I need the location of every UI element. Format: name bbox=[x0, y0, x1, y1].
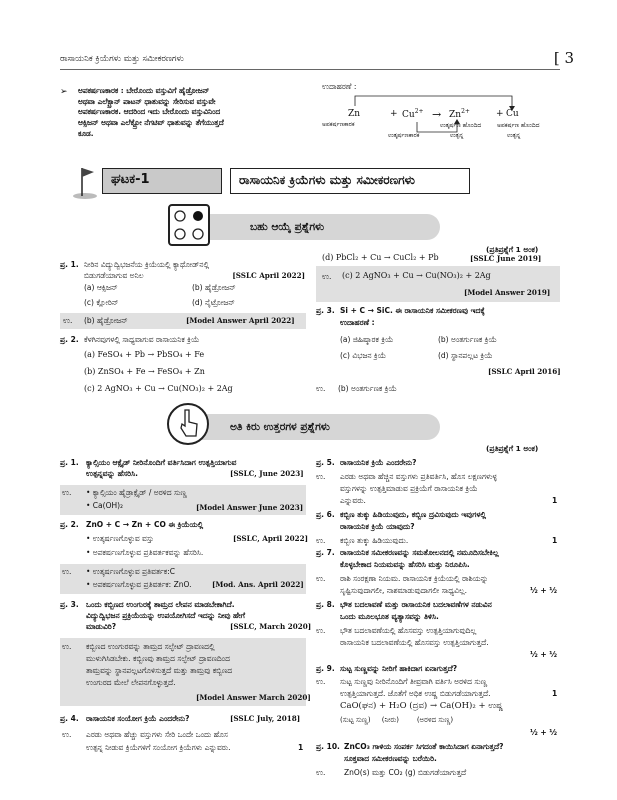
answer-label: ಉ. bbox=[316, 384, 326, 393]
answer-text-2: ಮುಳುಗಿಸಿಡಬೇಕು. ಕಬ್ಬಿಣವು ತಾಮ್ರದ ಸಲ್ಫೇಟ್ ದ್ರಾವಣದಿಂದ bbox=[86, 654, 230, 663]
vsa-q3-number: ಪ್ರ. 3. bbox=[60, 600, 79, 609]
question-source: [SSLC July, 2018] bbox=[230, 714, 301, 723]
mcq-q3-text-2: ಉದಾಹರಣೆ : bbox=[340, 318, 375, 327]
option-c: (c) ಕ್ಲೋರಿನ್ bbox=[84, 298, 119, 307]
option-c: (c) ವಿಭಜನ ಕ್ರಿಯೆ bbox=[340, 351, 387, 360]
section-title: ಅತಿ ಕಿರು ಉತ್ತರಗಳ ಪ್ರಶ್ನೆಗಳು bbox=[230, 421, 330, 433]
answer-source: [Model Answer April 2022] bbox=[186, 316, 295, 325]
reducer-label: ಅಪಕರ್ಷಣಕಾರಕ bbox=[322, 121, 355, 128]
mcq-q3-text: Si + C → SiC. ಈ ರಾಸಾಯನಿಕ ಸಮೀಕರಣವು ಇದಕ್ಕೆ bbox=[340, 306, 485, 315]
oxidizer-label: ಉತ್ಕರ್ಷಣಕಾರಕ bbox=[388, 132, 420, 139]
answer-text-2: ಉತ್ಪತ್ತಿಯಾಗುತ್ತದೆ. ಜೊತೆಗೆ ಅಧಿಕ ಉಷ್ಣ ಬಿಡುಗಡೆಯಾಗುತ್ತದೆ. bbox=[340, 689, 491, 698]
vsa-q4-number: ಪ್ರ. 4. bbox=[60, 714, 79, 723]
example-label: ಉದಾಹರಣೆ : bbox=[322, 82, 357, 91]
marks-note: (ಪ್ರತಿಪ್ರಶ್ನೆಗೆ 1 ಅಂಕ) bbox=[486, 444, 539, 453]
vsa-q3-text-2: ವಿದ್ಯುದ್ವಿಭಜನ ಪ್ರಕ್ರಿಯೆಯನ್ನು ಉಪಯೋಗಿಸದೆ ಇದನ್ನು ನೀವು ಹೇಗೆ bbox=[86, 611, 246, 620]
answer-label: ಉ. bbox=[316, 626, 326, 635]
option-a: (a) ಆಕ್ಸಿಜನ್ bbox=[84, 283, 118, 292]
vsa-q9-number: ಪ್ರ. 9. bbox=[316, 664, 335, 673]
vsa-q5-number: ಪ್ರ. 5. bbox=[316, 458, 335, 467]
answer-text-3: ತಾಮ್ರವನ್ನು ಸ್ಥಾನಪಲ್ಲಟಗೊಳಿಸುತ್ತದೆ ಮತ್ತು ತಾಮ್ರವು ಕಬ್ಬಿಣದ bbox=[86, 666, 233, 675]
cu-product: Cu bbox=[506, 109, 519, 119]
answer-label: ಉ. bbox=[316, 536, 326, 545]
lime-equation-labels: (ಸುಟ್ಟ ಸುಣ್ಣ) (ನೀರು) (ಅರಳಿದ ಸುಣ್ಣ) bbox=[340, 716, 454, 724]
vsa-q10-text: ZnCO₃ ಗಾಳಿಯ ಸಂಪರ್ಕ ಸಿಗದಂತೆ ಕಾಯಿಸಿದಾಗ ಏನಾಗುತ್ತದೆ? bbox=[344, 742, 504, 751]
vsa-q2-text: ZnO + C → Zn + CO ಈ ಕ್ರಿಯೆಯಲ್ಲಿ bbox=[86, 520, 204, 529]
answer-text: ರಾಶಿ ಸಂರಕ್ಷಣಾ ನಿಯಮ. ರಾಸಾಯನಿಕ ಕ್ರಿಯೆಯಲ್ಲಿ ರಾಶಿಯನ್ನು bbox=[340, 574, 489, 583]
definition-line: ಆಕ್ಸಿಜನ್ ಅಥವಾ ಎಲೆಕ್ಟ್ರೋ ನೆಗಟಿವ್ ಧಾತುವನ್ನು ತೆಗೆಯುತ್ತದೆ bbox=[78, 118, 224, 128]
definition-line: ಅಪಕರ್ಷಣಕಾರಕ : ಬೇರೊಂದು ವಸ್ತುವಿಗೆ ಹೈಡ್ರೋಜನ್ bbox=[78, 86, 210, 95]
answer-label: ಉ. bbox=[322, 272, 332, 281]
answer-label: ಉ. bbox=[62, 567, 72, 576]
answer-label: ಉ. bbox=[316, 574, 326, 583]
option-a: (a) FeSO₄ + Pb → PbSO₄ + Fe bbox=[84, 350, 205, 359]
flag-icon bbox=[72, 164, 98, 200]
answer-text-3: ಎನ್ನುವರು. bbox=[340, 496, 366, 505]
mcq-q2-text: ಕೆಳಗಿನವುಗಳಲ್ಲಿ ಸಾಧ್ಯವಾಗುವ ರಾಸಾಯನಿಕ ಕ್ರಿಯೆ bbox=[84, 335, 200, 344]
running-title: ರಾಸಾಯನಿಕ ಕ್ರಿಯೆಗಳು ಮತ್ತು ಸಮೀಕರಣಗಳು bbox=[60, 54, 184, 64]
definition-line: ಅಥವಾ ಎಲೆಕ್ಟ್ರಾನ್ ಪಾಟನ್ ಧಾತುವನ್ನು ಸೇರಿಸುವ ವಸ್ತುವೇ bbox=[78, 96, 216, 106]
plus-sign: + bbox=[390, 109, 398, 119]
oxidized-label: ಉತ್ಕರ್ಷಣ ಹೊಂದಿದ bbox=[440, 122, 482, 129]
question-source: [SSLC, April 2022] bbox=[233, 534, 309, 543]
vsa-q8-text: ಭೌತ ಬದಲಾವಣೆ ಮತ್ತು ರಾಸಾಯನಿಕ ಬದಲಾವಣೆಗಳ ನಡುವಿನ bbox=[340, 600, 492, 609]
plus-sign: + bbox=[496, 109, 504, 119]
answer-marks: ½ + ½ bbox=[530, 586, 558, 595]
vsa-q7-text-2: ಕೊಳ್ಳಬೇಕಾದ ನಿಯಮವನ್ನು ಹೆಸರಿಸಿ ಮತ್ತು ನಿರೂಪಿಸಿ. bbox=[340, 560, 470, 569]
option-b: (b) ಅಂತರ್ಗುಣಕ ಕ್ರಿಯೆ bbox=[438, 335, 497, 344]
marks-note: (ಪ್ರತಿಪ್ರಶ್ನೆಗೆ 1 ಅಂಕ) bbox=[486, 245, 539, 254]
section-title: ಬಹು ಆಯ್ಕೆ ಪ್ರಶ್ನೆಗಳು bbox=[250, 221, 325, 233]
option-d: (d) PbCl₂ + Cu → CuCl₂ + Pb bbox=[322, 253, 439, 262]
vsa-q7-text: ರಾಸಾಯನಿಕ ಸಮೀಕರಣವನ್ನು ಸಮತೋಲನದಲ್ಲಿ ನಮೂದಿಸಬೇಕಿಲ್ಲ bbox=[340, 548, 499, 557]
answer-text: ಕಬ್ಬಿಣ ತುಕ್ಕು ಹಿಡಿಯುವುದು. bbox=[340, 536, 409, 545]
vsa-q3-text: ಒಂದು ಕಬ್ಬಿಣದ ಉಂಗುರಕ್ಕೆ ತಾಮ್ರದ ಲೇಪನ ಮಾಡಬೇಕಾಗಿದೆ. bbox=[86, 600, 235, 609]
lime-equation: CaO(ಘನ) + H₂O (ದ್ರವ) → Ca(OH)₂ + ಉಷ್ಣ bbox=[340, 701, 504, 711]
answer-label: ಉ. bbox=[62, 642, 72, 651]
question-source: [SSLC April 2016] bbox=[488, 367, 561, 376]
reaction-arrow: → bbox=[432, 108, 442, 121]
answer-text: (b) ಹೈಡ್ರೋಜನ್ bbox=[84, 316, 128, 325]
unit-label: ಘಟಕ-1 bbox=[102, 168, 222, 194]
vsa-q4-text: ರಾಸಾಯನಿಕ ಸಂಯೋಗ ಕ್ರಿಯೆ ಎಂದರೇನು? bbox=[86, 714, 190, 723]
answer-text: (c) 2 AgNO₃ + Cu → Cu(NO₃)₂ + 2Ag bbox=[342, 271, 491, 280]
page-header bbox=[60, 49, 574, 70]
mcq-q2-number: ಪ್ರ. 2. bbox=[60, 335, 79, 344]
unit-topic: ರಾಸಾಯನಿಕ ಕ್ರಿಯೆಗಳು ಮತ್ತು ಸಮೀಕರಣಗಳು bbox=[230, 168, 470, 194]
definition-line: ಕೂಡ. bbox=[78, 128, 94, 138]
mcq-q3-number: ಪ್ರ. 3. bbox=[316, 306, 335, 315]
answer-text-4: ಉಂಗುರದ ಮೇಲೆ ಲೇಪನಗೊಳ್ಳುತ್ತದೆ. bbox=[86, 678, 176, 687]
answer-source: [Model Answer 2019] bbox=[464, 288, 551, 297]
vsa-q9-text: ಸುಟ್ಟ ಸುಣ್ಣವನ್ನು ನೀರಿಗೆ ಹಾಕಿದಾಗ ಏನಾಗುತ್ತದೆ? bbox=[340, 664, 458, 673]
question-source: [SSLC, June 2023] bbox=[230, 469, 304, 478]
answer-text-2: ಸೃಷ್ಟಿಸುವುದಾಗಲೀ, ನಾಶಮಾಡುವುದಾಗಲೀ ಸಾಧ್ಯವಿಲ್ಲ. bbox=[340, 586, 468, 595]
zn-ion-product: $Zn^{2+}$ bbox=[449, 108, 470, 120]
answer-marks: 1 bbox=[552, 689, 558, 698]
option-b: (b) ZnSO₄ + Fe → FeSO₄ + Zn bbox=[84, 367, 205, 376]
vsa-q1-text: ಕ್ಯಾಲ್ಸಿಯಂ ಆಕ್ಸೈಡ್ ನೀರಿನೊಂದಿಗೆ ವರ್ತಿಸಿದಾಗ ಉತ್ಪತ್ತಿಯಾಗುವ bbox=[86, 458, 237, 467]
redox-example bbox=[322, 82, 557, 152]
vsa-q2-number: ಪ್ರ. 2. bbox=[60, 520, 79, 529]
multiple-choice-icon bbox=[168, 204, 210, 246]
vsa-q2-text-2: • ಉತ್ಕರ್ಷಣಗೊಳ್ಳುವ ವಸ್ತು bbox=[86, 534, 154, 543]
vsa-q1-text-2: ಉತ್ಪನ್ನವನ್ನು ಹೆಸರಿಸಿ. bbox=[86, 469, 138, 478]
vsa-q1-number: ಪ್ರ. 1. bbox=[60, 458, 79, 467]
answer-text: ಸುಟ್ಟ ಸುಣ್ಣವು ನೀರಿನೊಂದಿಗೆ ತೀವ್ರವಾಗಿ ವರ್ತಿಸಿ ಅರಳಿದ ಸುಣ್ಣ bbox=[340, 677, 488, 686]
answer-text-2: ವಸ್ತುಗಳನ್ನು ಉತ್ಪತ್ತಿಮಾಡುವ ಪ್ರಕ್ರಿಯೆಗೆ ರಾಸಾಯನಿಕ ಕ್ರಿಯೆ bbox=[340, 484, 478, 493]
answer-text: • ಉತ್ಕರ್ಷಣಗೊಳ್ಳುವ ಪ್ರತಿವರ್ತಕ:C bbox=[86, 567, 175, 576]
answer-marks: 1 bbox=[552, 536, 558, 545]
pointing-hand-icon bbox=[166, 402, 210, 446]
vsa-q6-number: ಪ್ರ. 6. bbox=[316, 510, 335, 519]
answer-label: ಉ. bbox=[62, 488, 72, 497]
vsa-q3-text-3: ಮಾಡುವಿರಿ? bbox=[86, 622, 117, 631]
answer-text-2: ಉತ್ಪನ್ನ ನೀಡುವ ಕ್ರಿಯೆಗಳಿಗೆ ಸಂಯೋಗ ಕ್ರಿಯೆಗಳು ಎನ್ನುವರು. bbox=[86, 743, 231, 752]
unit-banner bbox=[60, 158, 560, 202]
vsa-q8-text-2: ಒಂದು ಮೂಲಭೂತ ವ್ಯತ್ಯಾಸವನ್ನು ತಿಳಿಸಿ. bbox=[340, 612, 439, 621]
answer-source: [Model Answer June 2023] bbox=[196, 503, 304, 512]
option-d-source: [SSLC June 2019] bbox=[470, 254, 542, 263]
answer-text: (b) ಅಂತರ್ಗುಣಕ ಕ್ರಿಯೆ bbox=[338, 384, 397, 393]
option-c: (c) 2 AgNO₃ + Cu → Cu(NO₃)₂ + 2Ag bbox=[84, 384, 233, 393]
answer-marks-2: ½ + ½ bbox=[530, 728, 558, 737]
option-a: (a) ಜಿಹಿಷ್ಕಾರಕ ಕ್ರಿಯೆ bbox=[340, 335, 394, 344]
answer-source: [Mod. Ans. April 2022] bbox=[212, 580, 304, 589]
answer-label: ಉ. bbox=[63, 316, 73, 325]
question-source: [SSLC, March 2020] bbox=[230, 622, 312, 631]
option-d: (d) ನೈಟ್ರೋಜನ್ bbox=[192, 298, 235, 307]
cu-ion-reactant: $Cu^{2+}$ bbox=[402, 108, 424, 120]
answer-text-2: • Ca(OH)₂ bbox=[86, 501, 124, 510]
arrow-bullet-icon: ➢ bbox=[60, 87, 68, 97]
oxidized-label-2: ಉತ್ಪನ್ನ bbox=[450, 132, 464, 139]
vsa-q6-text: ಕಬ್ಬಿಣ ತುಕ್ಕು ಹಿಡಿಯುವುದು, ಕಬ್ಬಿಣ ದ್ರವಿಸುವುದು ಇವುಗಳಲ್ಲಿ bbox=[340, 510, 487, 519]
answer-text: • ಕ್ಯಾಲ್ಸಿಯಂ ಹೈಡ್ರಾಕ್ಸೈಡ್ / ಅರಳಿದ ಸುಣ್ಣ bbox=[86, 488, 187, 497]
vsa-q10-text-2: ಸೂಕ್ತವಾದ ಸಮೀಕರಣವನ್ನು ಬರೆಯಿರಿ. bbox=[344, 754, 437, 763]
answer-marks: 1 bbox=[552, 496, 558, 505]
answer-source: [Model Answer March 2020] bbox=[196, 693, 311, 702]
answer-label: ಉ. bbox=[316, 472, 326, 481]
zn-reactant: Zn bbox=[348, 109, 361, 119]
definition-line: ಅಪಕರ್ಷಣಕಾರಕ. ಆದರಿಂದ ಇದು ಬೇರೊಂದು ವಸ್ತುವಿನಿಂದ bbox=[78, 107, 221, 117]
vsa-q10-number: ಪ್ರ. 10. bbox=[316, 742, 340, 751]
vsa-q2-text-3: • ಅಪಕರ್ಷಣಗೊಳ್ಳುವ ಪ್ರತಿವರ್ತಕವನ್ನು ಹೆಸರಿಸಿ. bbox=[86, 548, 204, 557]
answer-text: ಭೌತ ಬದಲಾವಣೆಯಲ್ಲಿ ಹೊಸವಸ್ತು ಉತ್ಪತ್ತಿಯಾಗುವುದಿಲ್ಲ bbox=[340, 626, 477, 635]
vsa-q6-text-2: ರಾಸಾಯನಿಕ ಕ್ರಿಯೆ ಯಾವುದು? bbox=[340, 522, 415, 531]
answer-text: ZnO(s) ಮತ್ತು CO₂ (g) ಬಿಡುಗಡೆಯಾಗುತ್ತದೆ bbox=[344, 768, 467, 777]
answer-text: ಕಬ್ಬಿಣದ ಉಂಗುರವನ್ನು ತಾಮ್ರದ ಸಲ್ಫೇಟ್ ದ್ರಾವಣದಲ್ಲಿ bbox=[86, 642, 215, 651]
answer-text-2: • ಅಪಕರ್ಷಣಗೊಳ್ಳುವ ಪ್ರತಿವರ್ತಕ: ZnO. bbox=[86, 580, 192, 589]
page-number: [ 3 bbox=[553, 49, 574, 67]
answer-marks: ½ + ½ bbox=[530, 650, 558, 659]
vsa-q5-text: ರಾಸಾಯನಿಕ ಕ್ರಿಯೆ ಎಂದರೇನು? bbox=[340, 458, 417, 467]
reduced-label-2: ಉತ್ಪನ್ನ bbox=[507, 132, 521, 139]
option-d: (d) ಸ್ಥಾನಪಲ್ಲಟ ಕ್ರಿಯೆ bbox=[438, 351, 493, 360]
answer-marks: 1 bbox=[298, 743, 304, 752]
answer-text: ಎರಡು ಅಥವಾ ಹೆಚ್ಚಿನ ವಸ್ತುಗಳು ಪ್ರತಿವರ್ತಿಸಿ, ಹೊಸ ಲಕ್ಷಣಗಳುಳ್ಳ bbox=[340, 472, 498, 481]
answer-label: ಉ. bbox=[316, 768, 326, 777]
vsa-q7-number: ಪ್ರ. 7. bbox=[316, 548, 335, 557]
reduced-label: ಅಪಕರ್ಷಣ ಹೊಂದಿದ bbox=[497, 122, 540, 129]
option-b: (b) ಹೈಡ್ರೋಜನ್ bbox=[192, 283, 236, 292]
vsa-q8-number: ಪ್ರ. 8. bbox=[316, 600, 335, 609]
answer-label: ಉ. bbox=[62, 730, 72, 739]
answer-label: ಉ. bbox=[316, 677, 326, 686]
answer-text-2: ರಾಸಾಯನಿಕ ಬದಲಾವಣೆಯಲ್ಲಿ ಹೊಸವಸ್ತು ಉತ್ಪತ್ತಿಯಾಗುತ್ತದೆ. bbox=[340, 638, 489, 647]
answer-text: ಎರಡು ಅಥವಾ ಹೆಚ್ಚು ವಸ್ತುಗಳು ಸೇರಿ ಒಂದೇ ಒಂದು ಹೊಸ bbox=[86, 730, 228, 739]
